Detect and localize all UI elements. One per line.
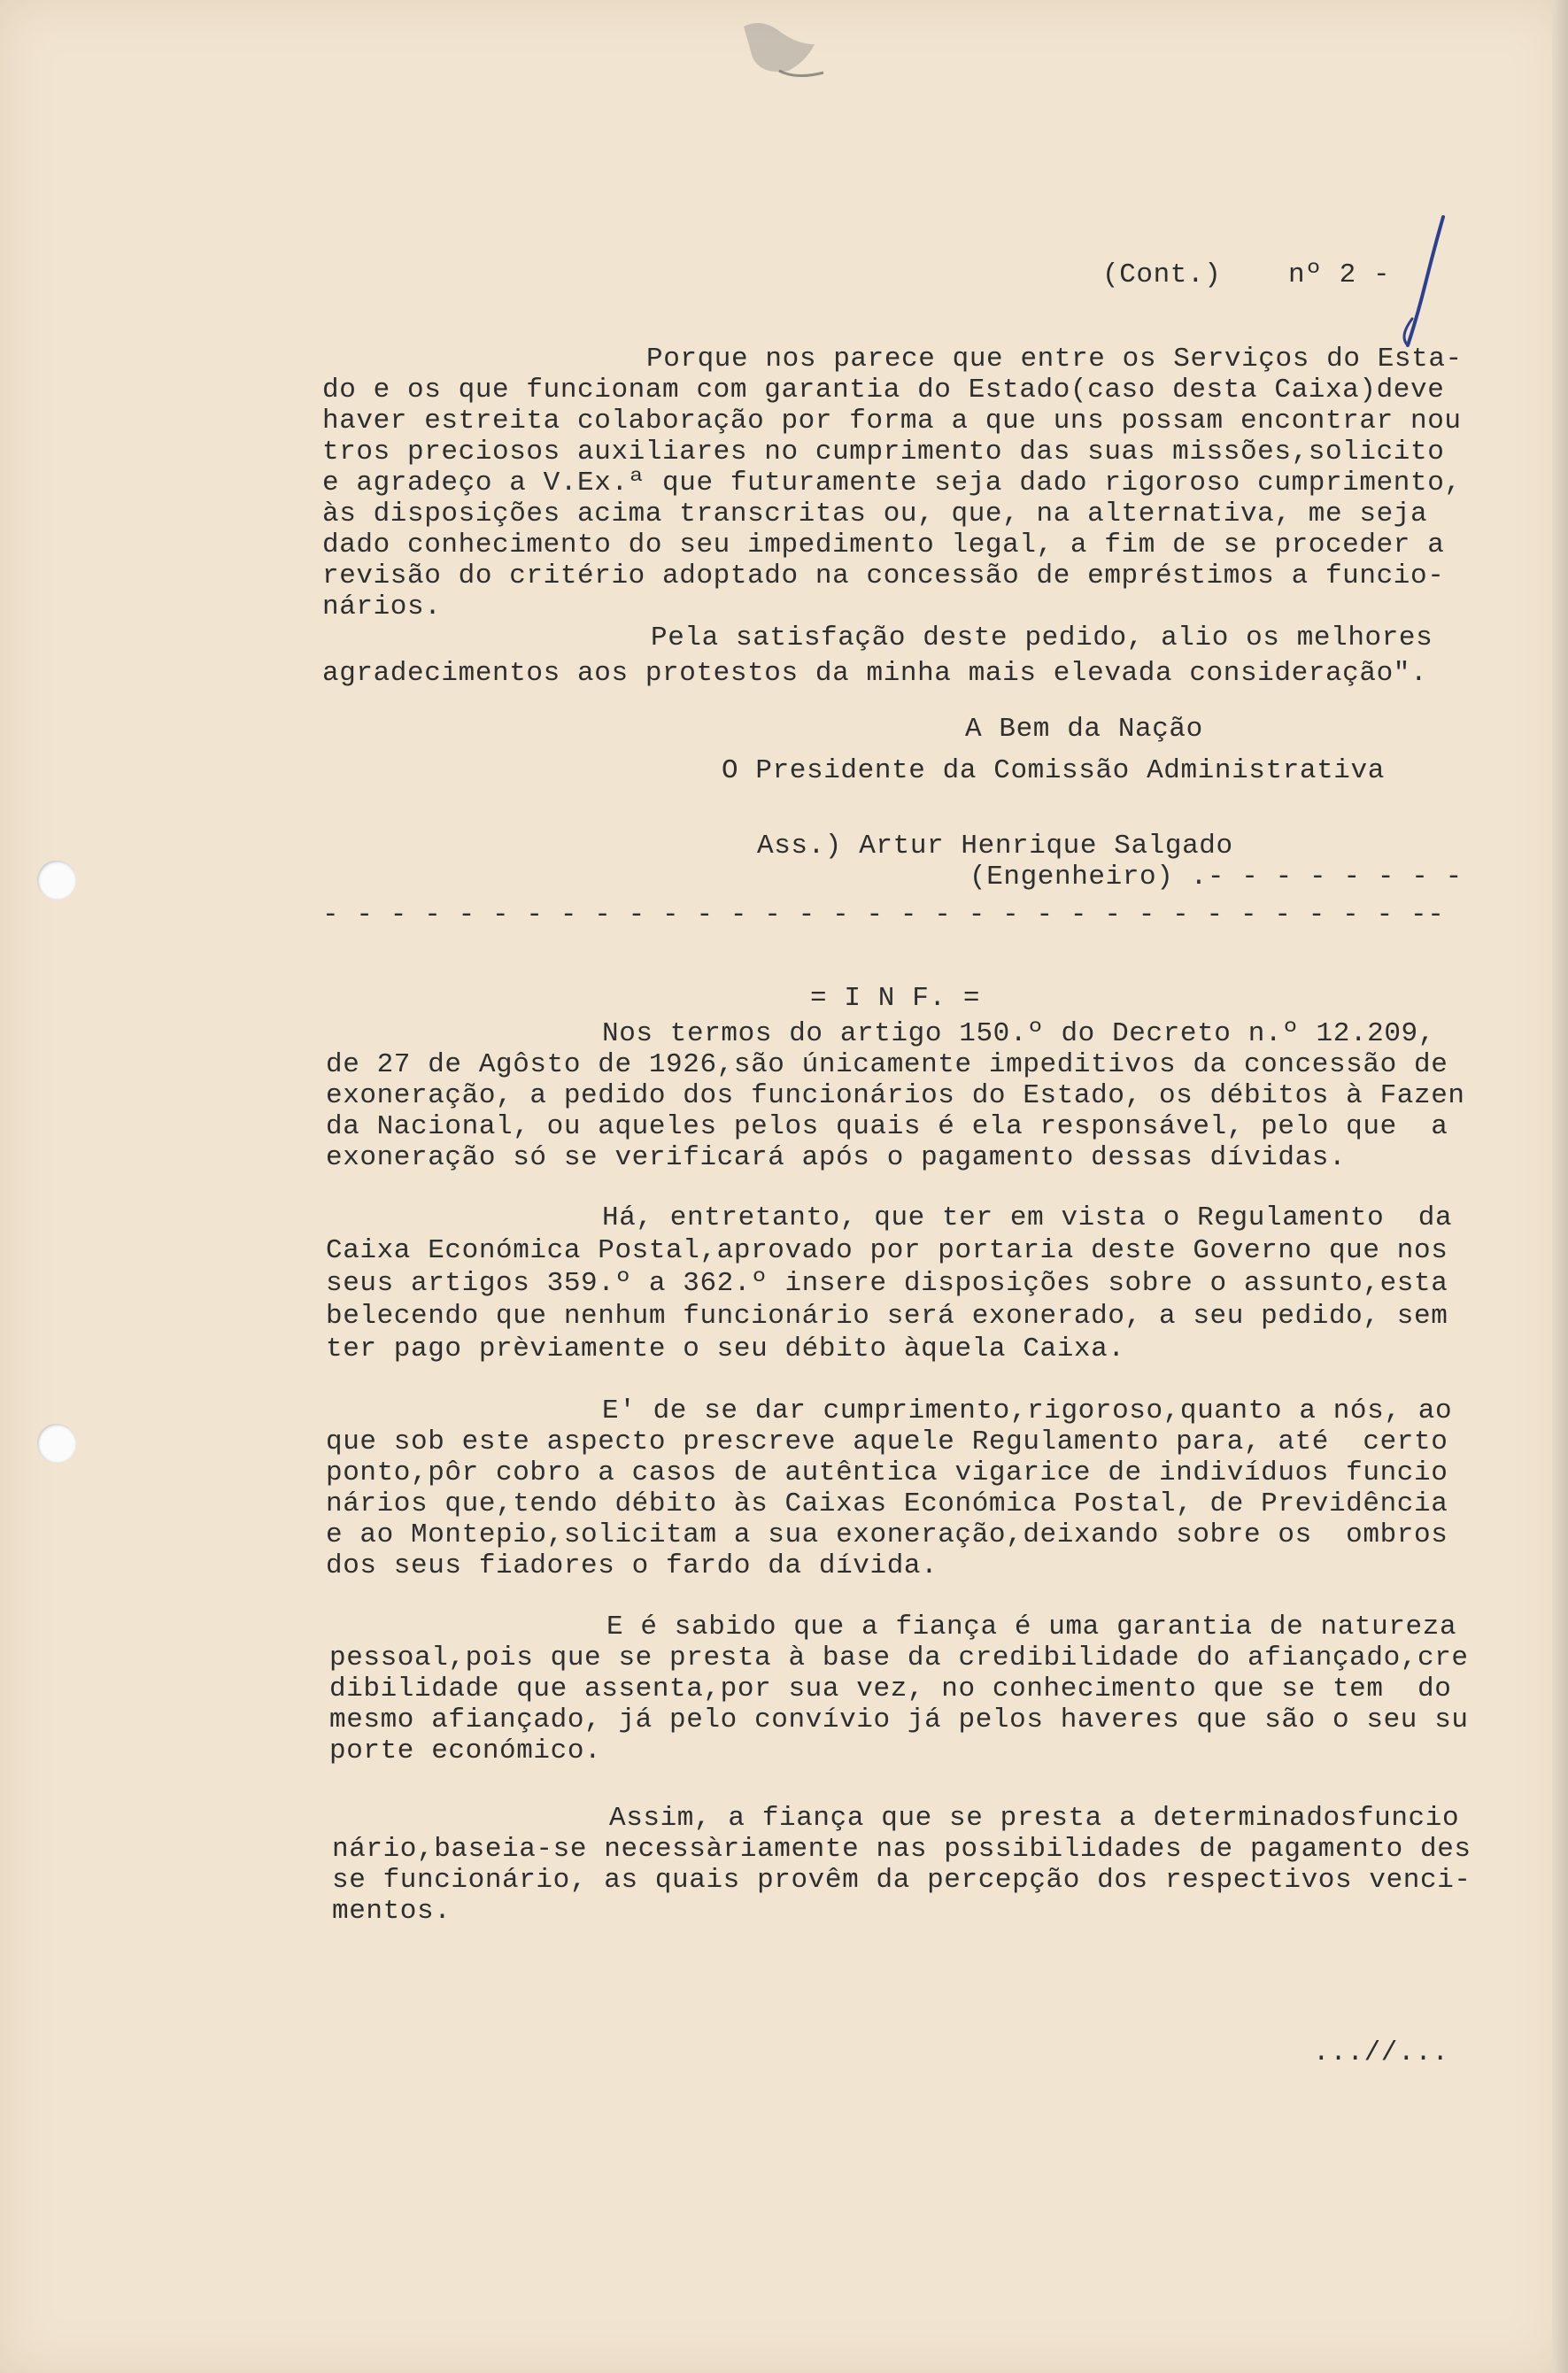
- letter-line: Pela satisfação deste pedido, alio os melhores: [651, 622, 1433, 653]
- letter-line: haver estreita colaboração por forma a que uns possam encontrar nou: [322, 406, 1462, 437]
- inf-line: porte económico.: [329, 1735, 602, 1766]
- page-edge: [1552, 0, 1568, 2373]
- inf-line: mentos.: [332, 1896, 452, 1927]
- inf-line: nários que,tendo débito às Caixas Económica Postal, de Previdência: [326, 1488, 1448, 1519]
- ink-smudge: [726, 9, 850, 89]
- inf-line: dibilidade que assenta,por sua vez, no conhecimento que se tem do: [329, 1673, 1452, 1704]
- inf-line: E' de se dar cumprimento,rigoroso,quanto a nós, ao: [602, 1395, 1453, 1426]
- inf-line: Nos termos do artigo 150.º do Decreto n.º 12.209,: [602, 1018, 1435, 1049]
- letter-line: tros preciosos auxiliares no cumprimento das suas missões,solicito: [322, 437, 1445, 468]
- inf-line: exoneração só se verificará após o pagamento dessas dívidas.: [326, 1142, 1347, 1173]
- inf-line: pessoal,pois que se presta à base da credibilidade do afiançado,cre: [329, 1643, 1469, 1673]
- letter-line: e agradeço a V.Ex.ª que futuramente seja dado rigoroso cumprimento,: [322, 468, 1462, 499]
- separator-rule: - - - - - - - - - - - - - - - - - - - - - - - - - - - - - - - - --: [322, 900, 1445, 931]
- inf-line: dos seus fiadores o fardo da dívida.: [326, 1550, 938, 1581]
- letter-line: nários.: [322, 591, 442, 622]
- inf-line: se funcionário, as quais provêm da percepção dos respectivos venci-: [332, 1865, 1471, 1896]
- letter-line: revisão do critério adoptado na concessão de empréstimos a funcio-: [322, 560, 1445, 591]
- letter-line: agradecimentos aos protestos da minha mais elevada consideração".: [322, 658, 1428, 689]
- closing-role: O Presidente da Comissão Administrativa: [722, 755, 1385, 786]
- inf-line: Caixa Económica Postal,aprovado por portaria deste Governo que nos: [326, 1235, 1448, 1266]
- inf-line: E é sabido que a fiança é uma garantia de natureza: [606, 1612, 1457, 1643]
- letter-line: do e os que funcionam com garantia do Estado(caso desta Caixa)deve: [322, 375, 1445, 406]
- inf-line: mesmo afiançado, já pelo convívio já pelos haveres que são o seu su: [329, 1704, 1469, 1735]
- inf-line: que sob este aspecto prescreve aquele Regulamento para, até certo: [326, 1426, 1448, 1457]
- inf-line: da Nacional, ou aqueles pelos quais é ela responsável, pelo que a: [326, 1111, 1448, 1142]
- inf-line: ter pago prèviamente o seu débito àquela Caixa.: [326, 1333, 1125, 1364]
- closing-salutation: A Bem da Nação: [965, 714, 1203, 745]
- page-number: nº 2 -: [1288, 259, 1391, 290]
- inf-line: seus artigos 359.º a 362.º insere disposições sobre o assunto,esta: [326, 1268, 1448, 1299]
- inf-line: belecendo que nenhum funcionário será exonerado, a seu pedido, sem: [326, 1301, 1448, 1332]
- inf-line: nário,baseia-se necessàriamente nas possibilidades de pagamento des: [332, 1834, 1471, 1865]
- letter-line: às disposições acima transcritas ou, que, na alternativa, me seja: [322, 499, 1428, 529]
- inf-heading: = I N F. =: [810, 983, 981, 1014]
- letter-line: Porque nos parece que entre os Serviços do Esta-: [646, 344, 1463, 375]
- letter-line: dado conhecimento do seu impedimento legal, a fim de se proceder a: [322, 529, 1445, 560]
- closing-title: (Engenheiro) .- - - - - - - -: [969, 862, 1463, 893]
- continuation-mark: ...//...: [1313, 2037, 1449, 2068]
- inf-line: exoneração, a pedido dos funcionários do Estado, os débitos à Fazen: [326, 1080, 1465, 1111]
- inf-line: Há, entretanto, que ter em vista o Regulamento da: [602, 1202, 1453, 1233]
- handwritten-mark: [1381, 213, 1461, 354]
- punch-hole-bottom: [37, 1424, 76, 1463]
- inf-line: Assim, a fiança que se presta a determinadosfuncio: [609, 1803, 1460, 1834]
- inf-line: ponto,pôr cobro a casos de autêntica vigarice de indivíduos funcio: [326, 1457, 1448, 1488]
- inf-line: e ao Montepio,solicitam a sua exoneração,deixando sobre os ombros: [326, 1519, 1448, 1550]
- closing-signed: Ass.) Artur Henrique Salgado: [757, 831, 1233, 862]
- inf-line: de 27 de Agôsto de 1926,são únicamente impeditivos da concessão de: [326, 1049, 1448, 1080]
- header-cont: (Cont.): [1102, 259, 1222, 290]
- punch-hole-top: [37, 861, 76, 900]
